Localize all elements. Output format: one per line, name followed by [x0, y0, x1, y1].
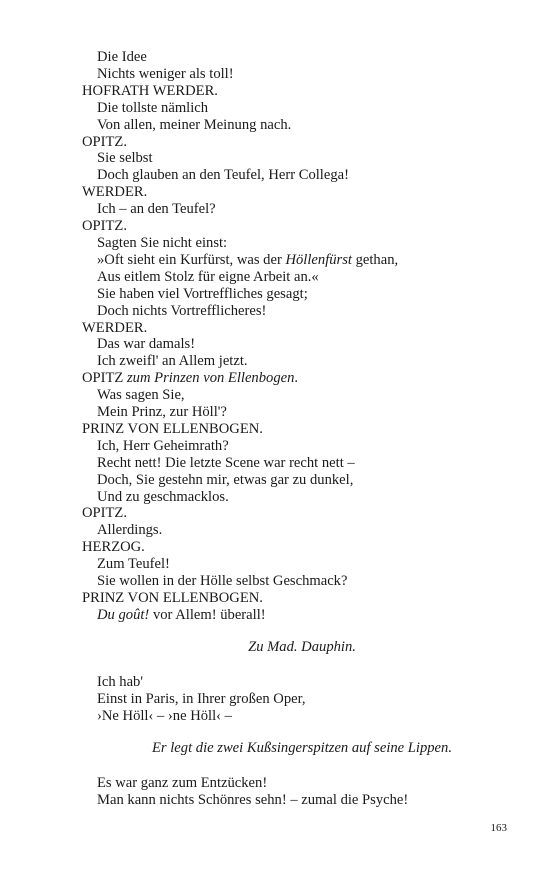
text-run: vor Allem! überall!: [149, 606, 266, 623]
verse-line: Sie haben viel Vortreffliches gesagt;: [97, 285, 308, 302]
speaker-name: OPITZ.: [82, 505, 127, 522]
verse-line: Aus eitlem Stolz für eigne Arbeit an.«: [97, 268, 319, 285]
play-text: [82, 49, 522, 809]
verse-line: Doch, Sie gestehn mir, etwas gar zu dunkel,: [97, 471, 354, 488]
verse-line: Sagten Sie nicht einst:: [97, 234, 228, 251]
verse-line: Sie wollen in der Hölle selbst Geschmack?: [97, 573, 348, 590]
verse-line: Die tollste nämlich: [97, 99, 209, 116]
verse-line: Was sagen Sie,: [97, 387, 185, 404]
verse-line: Einst in Paris, in Ihrer großen Oper,: [97, 690, 306, 707]
page-number: 163: [490, 822, 507, 834]
speaker-name: WERDER.: [82, 184, 148, 201]
speaker-name: [82, 370, 522, 387]
verse-line: Sie selbst: [97, 150, 153, 167]
verse-line: Das war damals!: [97, 336, 196, 353]
verse-line: Die Idee: [97, 49, 147, 65]
verse-line: [82, 607, 522, 624]
verse-line: Von allen, meiner Meinung nach.: [97, 116, 292, 133]
verse-line: [82, 252, 522, 269]
verse-line: Mein Prinz, zur Höll'?: [97, 404, 227, 421]
verse-line: Man kann nichts Schönres sehn! – zumal die Psyche!: [97, 792, 409, 809]
verse-line: ›Ne Höll‹ – ›ne Höll‹ –: [97, 707, 232, 724]
verse-line: Nichts weniger als toll!: [97, 65, 234, 82]
italic-text: zum Prinzen von Ellenbogen: [127, 370, 295, 387]
verse-line: Ich, Herr Geheimrath?: [97, 437, 229, 454]
text-run: .: [294, 370, 299, 387]
speaker-name: OPITZ.: [82, 133, 127, 150]
speaker-name: HERZOG.: [82, 539, 145, 556]
verse-line: Und zu geschmacklos.: [97, 488, 229, 505]
verse-line: Ich hab': [97, 673, 143, 690]
verse-line: Ich zweifl' an Allem jetzt.: [97, 353, 248, 370]
speaker-name: PRINZ VON ELLENBOGEN.: [82, 420, 263, 437]
speaker-name: WERDER.: [82, 319, 148, 336]
speaker-name: PRINZ VON ELLENBOGEN.: [82, 590, 263, 606]
verse-line: Doch nichts Vortrefflicheres!: [97, 302, 267, 319]
verse-line: Recht nett! Die letzte Scene war recht nett –: [97, 454, 355, 471]
italic-text: Du goût!: [97, 606, 150, 623]
stage-direction: Er legt die zwei Kußsingerspitzen auf seine Lippen.: [152, 740, 452, 757]
verse-line: Es war ganz zum Entzücken!: [97, 775, 268, 792]
verse-line: Allerdings.: [97, 522, 163, 539]
verse-line: Ich – an den Teufel?: [97, 201, 216, 218]
verse-line: Zum Teufel!: [97, 556, 170, 573]
text-run: »Oft sieht ein Kurfürst, was der: [97, 251, 286, 268]
stage-direction: Zu Mad. Dauphin.: [248, 638, 356, 655]
text-run: gethan,: [351, 251, 399, 268]
text-run: OPITZ: [82, 370, 127, 387]
speaker-name: OPITZ.: [82, 218, 127, 235]
italic-text: Höllenfürst: [285, 251, 352, 268]
speaker-name: HOFRATH WERDER.: [82, 82, 218, 99]
verse-line: Doch glauben an den Teufel, Herr Collega!: [97, 167, 349, 184]
